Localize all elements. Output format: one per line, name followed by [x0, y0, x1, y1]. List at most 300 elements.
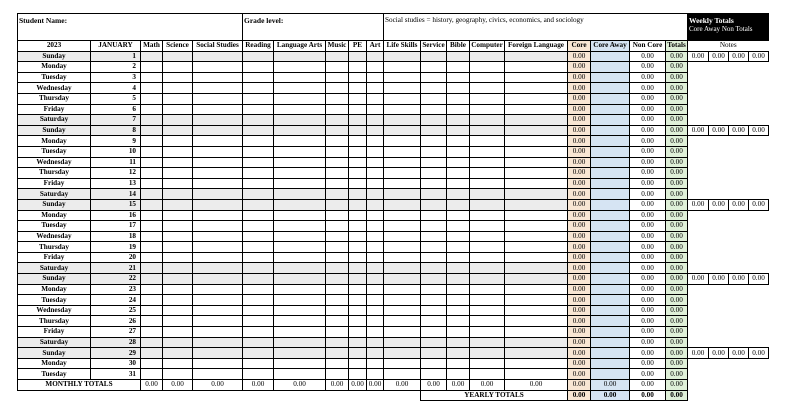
subject-hours-cell[interactable] — [421, 316, 447, 327]
notes-cell[interactable] — [729, 146, 749, 157]
subject-hours-cell[interactable] — [163, 199, 193, 210]
subject-hours-cell[interactable] — [384, 242, 421, 253]
subject-hours-cell[interactable] — [326, 115, 349, 126]
subject-hours-cell[interactable] — [243, 104, 274, 115]
subject-hours-cell[interactable] — [447, 51, 470, 62]
notes-cell[interactable] — [709, 316, 729, 327]
subject-hours-cell[interactable] — [470, 221, 505, 232]
subject-hours-cell[interactable] — [326, 168, 349, 179]
subject-hours-cell[interactable] — [367, 136, 384, 147]
subject-hours-cell[interactable] — [505, 242, 568, 253]
subject-hours-cell[interactable] — [274, 51, 326, 62]
notes-cell[interactable] — [729, 242, 749, 253]
subject-hours-cell[interactable] — [141, 136, 163, 147]
subject-hours-cell[interactable] — [470, 178, 505, 189]
subject-hours-cell[interactable] — [274, 199, 326, 210]
subject-hours-cell[interactable] — [421, 231, 447, 242]
subject-hours-cell[interactable] — [274, 284, 326, 295]
subject-hours-cell[interactable] — [384, 231, 421, 242]
subject-hours-cell[interactable] — [193, 72, 243, 83]
subject-hours-cell[interactable] — [447, 305, 470, 316]
subject-hours-cell[interactable] — [470, 327, 505, 338]
subject-hours-cell[interactable] — [384, 221, 421, 232]
notes-cell[interactable] — [749, 136, 769, 147]
notes-cell[interactable] — [709, 263, 729, 274]
subject-hours-cell[interactable] — [447, 263, 470, 274]
notes-cell[interactable] — [688, 221, 709, 232]
subject-hours-cell[interactable] — [447, 168, 470, 179]
notes-cell[interactable] — [688, 115, 709, 126]
subject-hours-cell[interactable] — [193, 369, 243, 380]
subject-hours-cell[interactable] — [384, 327, 421, 338]
subject-hours-cell[interactable] — [384, 305, 421, 316]
subject-hours-cell[interactable] — [421, 168, 447, 179]
subject-hours-cell[interactable] — [505, 199, 568, 210]
subject-hours-cell[interactable] — [384, 337, 421, 348]
core-away-cell[interactable] — [591, 62, 630, 73]
subject-hours-cell[interactable] — [141, 210, 163, 221]
subject-hours-cell[interactable] — [367, 242, 384, 253]
subject-hours-cell[interactable] — [447, 115, 470, 126]
subject-hours-cell[interactable] — [163, 168, 193, 179]
notes-cell[interactable] — [749, 210, 769, 221]
subject-hours-cell[interactable] — [141, 295, 163, 306]
notes-cell[interactable] — [688, 157, 709, 168]
subject-hours-cell[interactable] — [193, 157, 243, 168]
subject-hours-cell[interactable] — [421, 221, 447, 232]
notes-cell[interactable] — [688, 337, 709, 348]
subject-hours-cell[interactable] — [505, 295, 568, 306]
subject-hours-cell[interactable] — [447, 369, 470, 380]
subject-hours-cell[interactable] — [470, 274, 505, 285]
subject-hours-cell[interactable] — [274, 93, 326, 104]
subject-hours-cell[interactable] — [141, 146, 163, 157]
subject-hours-cell[interactable] — [505, 348, 568, 359]
notes-cell[interactable] — [749, 284, 769, 295]
subject-hours-cell[interactable] — [367, 295, 384, 306]
subject-hours-cell[interactable] — [163, 358, 193, 369]
subject-hours-cell[interactable] — [367, 274, 384, 285]
subject-hours-cell[interactable] — [447, 221, 470, 232]
subject-hours-cell[interactable] — [141, 189, 163, 200]
subject-hours-cell[interactable] — [274, 263, 326, 274]
subject-hours-cell[interactable] — [349, 295, 367, 306]
subject-hours-cell[interactable] — [349, 327, 367, 338]
subject-hours-cell[interactable] — [193, 189, 243, 200]
subject-hours-cell[interactable] — [141, 199, 163, 210]
notes-cell[interactable] — [688, 316, 709, 327]
subject-hours-cell[interactable] — [421, 337, 447, 348]
notes-cell[interactable] — [729, 93, 749, 104]
notes-cell[interactable] — [749, 115, 769, 126]
subject-hours-cell[interactable] — [274, 157, 326, 168]
subject-hours-cell[interactable] — [470, 210, 505, 221]
subject-hours-cell[interactable] — [349, 316, 367, 327]
subject-hours-cell[interactable] — [505, 136, 568, 147]
notes-cell[interactable] — [729, 337, 749, 348]
notes-cell[interactable] — [749, 263, 769, 274]
subject-hours-cell[interactable] — [367, 168, 384, 179]
notes-cell[interactable] — [688, 305, 709, 316]
subject-hours-cell[interactable] — [349, 168, 367, 179]
subject-hours-cell[interactable] — [274, 242, 326, 253]
subject-hours-cell[interactable] — [367, 146, 384, 157]
subject-hours-cell[interactable] — [163, 316, 193, 327]
subject-hours-cell[interactable] — [274, 327, 326, 338]
subject-hours-cell[interactable] — [505, 263, 568, 274]
subject-hours-cell[interactable] — [505, 146, 568, 157]
notes-cell[interactable] — [709, 327, 729, 338]
notes-cell[interactable] — [709, 242, 729, 253]
subject-hours-cell[interactable] — [505, 157, 568, 168]
notes-cell[interactable] — [709, 146, 729, 157]
subject-hours-cell[interactable] — [141, 358, 163, 369]
subject-hours-cell[interactable] — [367, 210, 384, 221]
subject-hours-cell[interactable] — [349, 178, 367, 189]
subject-hours-cell[interactable] — [243, 263, 274, 274]
notes-cell[interactable] — [709, 231, 729, 242]
subject-hours-cell[interactable] — [384, 93, 421, 104]
notes-cell[interactable] — [729, 358, 749, 369]
subject-hours-cell[interactable] — [163, 295, 193, 306]
notes-cell[interactable] — [729, 284, 749, 295]
core-away-cell[interactable] — [591, 93, 630, 104]
subject-hours-cell[interactable] — [367, 104, 384, 115]
subject-hours-cell[interactable] — [163, 348, 193, 359]
subject-hours-cell[interactable] — [193, 316, 243, 327]
subject-hours-cell[interactable] — [163, 305, 193, 316]
subject-hours-cell[interactable] — [163, 83, 193, 94]
subject-hours-cell[interactable] — [326, 72, 349, 83]
subject-hours-cell[interactable] — [326, 62, 349, 73]
notes-cell[interactable] — [729, 178, 749, 189]
subject-hours-cell[interactable] — [243, 72, 274, 83]
subject-hours-cell[interactable] — [384, 263, 421, 274]
subject-hours-cell[interactable] — [274, 146, 326, 157]
notes-cell[interactable] — [749, 178, 769, 189]
subject-hours-cell[interactable] — [243, 146, 274, 157]
subject-hours-cell[interactable] — [421, 348, 447, 359]
notes-cell[interactable] — [709, 168, 729, 179]
subject-hours-cell[interactable] — [326, 146, 349, 157]
subject-hours-cell[interactable] — [163, 136, 193, 147]
core-away-cell[interactable] — [591, 168, 630, 179]
notes-cell[interactable] — [688, 93, 709, 104]
subject-hours-cell[interactable] — [349, 157, 367, 168]
notes-cell[interactable] — [749, 231, 769, 242]
notes-cell[interactable] — [729, 168, 749, 179]
subject-hours-cell[interactable] — [163, 157, 193, 168]
subject-hours-cell[interactable] — [384, 104, 421, 115]
subject-hours-cell[interactable] — [243, 358, 274, 369]
core-away-cell[interactable] — [591, 221, 630, 232]
notes-cell[interactable] — [749, 242, 769, 253]
subject-hours-cell[interactable] — [505, 72, 568, 83]
core-away-cell[interactable] — [591, 199, 630, 210]
subject-hours-cell[interactable] — [470, 348, 505, 359]
subject-hours-cell[interactable] — [349, 284, 367, 295]
notes-cell[interactable] — [688, 189, 709, 200]
subject-hours-cell[interactable] — [470, 199, 505, 210]
subject-hours-cell[interactable] — [349, 125, 367, 136]
subject-hours-cell[interactable] — [367, 231, 384, 242]
notes-cell[interactable] — [688, 178, 709, 189]
subject-hours-cell[interactable] — [421, 136, 447, 147]
subject-hours-cell[interactable] — [505, 221, 568, 232]
subject-hours-cell[interactable] — [349, 115, 367, 126]
notes-cell[interactable] — [709, 252, 729, 263]
subject-hours-cell[interactable] — [505, 369, 568, 380]
notes-cell[interactable] — [709, 337, 729, 348]
subject-hours-cell[interactable] — [193, 146, 243, 157]
subject-hours-cell[interactable] — [470, 316, 505, 327]
notes-cell[interactable] — [709, 157, 729, 168]
subject-hours-cell[interactable] — [326, 242, 349, 253]
subject-hours-cell[interactable] — [349, 189, 367, 200]
subject-hours-cell[interactable] — [367, 252, 384, 263]
subject-hours-cell[interactable] — [470, 337, 505, 348]
subject-hours-cell[interactable] — [193, 337, 243, 348]
subject-hours-cell[interactable] — [384, 62, 421, 73]
subject-hours-cell[interactable] — [274, 189, 326, 200]
notes-cell[interactable] — [729, 252, 749, 263]
subject-hours-cell[interactable] — [141, 178, 163, 189]
subject-hours-cell[interactable] — [367, 316, 384, 327]
subject-hours-cell[interactable] — [447, 72, 470, 83]
subject-hours-cell[interactable] — [141, 51, 163, 62]
notes-cell[interactable] — [688, 252, 709, 263]
subject-hours-cell[interactable] — [274, 348, 326, 359]
subject-hours-cell[interactable] — [326, 274, 349, 285]
subject-hours-cell[interactable] — [421, 210, 447, 221]
core-away-cell[interactable] — [591, 369, 630, 380]
subject-hours-cell[interactable] — [384, 348, 421, 359]
subject-hours-cell[interactable] — [193, 115, 243, 126]
subject-hours-cell[interactable] — [141, 263, 163, 274]
notes-cell[interactable] — [688, 295, 709, 306]
subject-hours-cell[interactable] — [163, 51, 193, 62]
subject-hours-cell[interactable] — [349, 83, 367, 94]
subject-hours-cell[interactable] — [447, 62, 470, 73]
subject-hours-cell[interactable] — [367, 157, 384, 168]
subject-hours-cell[interactable] — [367, 51, 384, 62]
core-away-cell[interactable] — [591, 125, 630, 136]
notes-cell[interactable] — [709, 93, 729, 104]
subject-hours-cell[interactable] — [447, 252, 470, 263]
subject-hours-cell[interactable] — [421, 327, 447, 338]
core-away-cell[interactable] — [591, 231, 630, 242]
subject-hours-cell[interactable] — [470, 358, 505, 369]
subject-hours-cell[interactable] — [367, 178, 384, 189]
subject-hours-cell[interactable] — [447, 327, 470, 338]
subject-hours-cell[interactable] — [326, 284, 349, 295]
subject-hours-cell[interactable] — [470, 231, 505, 242]
notes-cell[interactable] — [749, 305, 769, 316]
subject-hours-cell[interactable] — [274, 231, 326, 242]
subject-hours-cell[interactable] — [505, 210, 568, 221]
notes-cell[interactable] — [688, 83, 709, 94]
subject-hours-cell[interactable] — [193, 51, 243, 62]
notes-cell[interactable] — [688, 242, 709, 253]
subject-hours-cell[interactable] — [367, 93, 384, 104]
subject-hours-cell[interactable] — [141, 305, 163, 316]
subject-hours-cell[interactable] — [505, 252, 568, 263]
notes-cell[interactable] — [729, 221, 749, 232]
notes-cell[interactable] — [729, 83, 749, 94]
notes-cell[interactable] — [729, 157, 749, 168]
core-away-cell[interactable] — [591, 83, 630, 94]
subject-hours-cell[interactable] — [470, 369, 505, 380]
subject-hours-cell[interactable] — [384, 115, 421, 126]
subject-hours-cell[interactable] — [141, 168, 163, 179]
subject-hours-cell[interactable] — [163, 252, 193, 263]
subject-hours-cell[interactable] — [421, 72, 447, 83]
notes-cell[interactable] — [729, 327, 749, 338]
subject-hours-cell[interactable] — [470, 104, 505, 115]
subject-hours-cell[interactable] — [447, 337, 470, 348]
subject-hours-cell[interactable] — [141, 93, 163, 104]
subject-hours-cell[interactable] — [349, 263, 367, 274]
notes-cell[interactable] — [709, 115, 729, 126]
subject-hours-cell[interactable] — [447, 93, 470, 104]
notes-cell[interactable] — [729, 72, 749, 83]
subject-hours-cell[interactable] — [243, 316, 274, 327]
subject-hours-cell[interactable] — [326, 295, 349, 306]
subject-hours-cell[interactable] — [349, 93, 367, 104]
subject-hours-cell[interactable] — [505, 83, 568, 94]
subject-hours-cell[interactable] — [243, 115, 274, 126]
subject-hours-cell[interactable] — [193, 242, 243, 253]
subject-hours-cell[interactable] — [141, 252, 163, 263]
subject-hours-cell[interactable] — [326, 231, 349, 242]
subject-hours-cell[interactable] — [163, 210, 193, 221]
notes-cell[interactable] — [709, 305, 729, 316]
core-away-cell[interactable] — [591, 136, 630, 147]
notes-cell[interactable] — [709, 284, 729, 295]
subject-hours-cell[interactable] — [349, 221, 367, 232]
notes-cell[interactable] — [729, 369, 749, 380]
notes-cell[interactable] — [729, 189, 749, 200]
subject-hours-cell[interactable] — [470, 72, 505, 83]
subject-hours-cell[interactable] — [274, 72, 326, 83]
subject-hours-cell[interactable] — [384, 369, 421, 380]
notes-cell[interactable] — [729, 210, 749, 221]
subject-hours-cell[interactable] — [384, 168, 421, 179]
core-away-cell[interactable] — [591, 295, 630, 306]
subject-hours-cell[interactable] — [505, 274, 568, 285]
subject-hours-cell[interactable] — [326, 125, 349, 136]
subject-hours-cell[interactable] — [141, 72, 163, 83]
core-away-cell[interactable] — [591, 115, 630, 126]
subject-hours-cell[interactable] — [367, 358, 384, 369]
subject-hours-cell[interactable] — [326, 83, 349, 94]
subject-hours-cell[interactable] — [243, 274, 274, 285]
subject-hours-cell[interactable] — [447, 146, 470, 157]
subject-hours-cell[interactable] — [326, 189, 349, 200]
subject-hours-cell[interactable] — [193, 62, 243, 73]
subject-hours-cell[interactable] — [505, 62, 568, 73]
subject-hours-cell[interactable] — [163, 93, 193, 104]
notes-cell[interactable] — [749, 62, 769, 73]
subject-hours-cell[interactable] — [505, 168, 568, 179]
subject-hours-cell[interactable] — [243, 93, 274, 104]
core-away-cell[interactable] — [591, 242, 630, 253]
subject-hours-cell[interactable] — [447, 199, 470, 210]
subject-hours-cell[interactable] — [274, 305, 326, 316]
subject-hours-cell[interactable] — [243, 295, 274, 306]
subject-hours-cell[interactable] — [193, 178, 243, 189]
subject-hours-cell[interactable] — [243, 199, 274, 210]
subject-hours-cell[interactable] — [384, 72, 421, 83]
core-away-cell[interactable] — [591, 178, 630, 189]
subject-hours-cell[interactable] — [421, 93, 447, 104]
subject-hours-cell[interactable] — [163, 104, 193, 115]
notes-cell[interactable] — [749, 168, 769, 179]
subject-hours-cell[interactable] — [421, 242, 447, 253]
notes-cell[interactable] — [688, 104, 709, 115]
subject-hours-cell[interactable] — [274, 178, 326, 189]
subject-hours-cell[interactable] — [141, 284, 163, 295]
subject-hours-cell[interactable] — [326, 104, 349, 115]
subject-hours-cell[interactable] — [349, 72, 367, 83]
notes-cell[interactable] — [749, 316, 769, 327]
notes-cell[interactable] — [688, 284, 709, 295]
subject-hours-cell[interactable] — [384, 83, 421, 94]
subject-hours-cell[interactable] — [243, 231, 274, 242]
subject-hours-cell[interactable] — [243, 369, 274, 380]
subject-hours-cell[interactable] — [384, 210, 421, 221]
subject-hours-cell[interactable] — [274, 295, 326, 306]
subject-hours-cell[interactable] — [384, 125, 421, 136]
subject-hours-cell[interactable] — [367, 369, 384, 380]
core-away-cell[interactable] — [591, 146, 630, 157]
subject-hours-cell[interactable] — [421, 189, 447, 200]
subject-hours-cell[interactable] — [163, 337, 193, 348]
notes-cell[interactable] — [729, 305, 749, 316]
subject-hours-cell[interactable] — [470, 284, 505, 295]
subject-hours-cell[interactable] — [421, 358, 447, 369]
subject-hours-cell[interactable] — [349, 305, 367, 316]
subject-hours-cell[interactable] — [421, 295, 447, 306]
notes-cell[interactable] — [709, 72, 729, 83]
subject-hours-cell[interactable] — [274, 369, 326, 380]
subject-hours-cell[interactable] — [470, 263, 505, 274]
subject-hours-cell[interactable] — [470, 242, 505, 253]
notes-cell[interactable] — [688, 369, 709, 380]
subject-hours-cell[interactable] — [326, 199, 349, 210]
subject-hours-cell[interactable] — [193, 231, 243, 242]
notes-cell[interactable] — [709, 369, 729, 380]
subject-hours-cell[interactable] — [421, 369, 447, 380]
subject-hours-cell[interactable] — [243, 157, 274, 168]
subject-hours-cell[interactable] — [163, 327, 193, 338]
subject-hours-cell[interactable] — [243, 242, 274, 253]
subject-hours-cell[interactable] — [274, 221, 326, 232]
subject-hours-cell[interactable] — [163, 263, 193, 274]
subject-hours-cell[interactable] — [326, 178, 349, 189]
subject-hours-cell[interactable] — [447, 136, 470, 147]
subject-hours-cell[interactable] — [349, 252, 367, 263]
subject-hours-cell[interactable] — [193, 327, 243, 338]
subject-hours-cell[interactable] — [243, 327, 274, 338]
subject-hours-cell[interactable] — [243, 136, 274, 147]
subject-hours-cell[interactable] — [326, 348, 349, 359]
subject-hours-cell[interactable] — [470, 146, 505, 157]
core-away-cell[interactable] — [591, 348, 630, 359]
subject-hours-cell[interactable] — [141, 242, 163, 253]
subject-hours-cell[interactable] — [326, 316, 349, 327]
subject-hours-cell[interactable] — [349, 136, 367, 147]
